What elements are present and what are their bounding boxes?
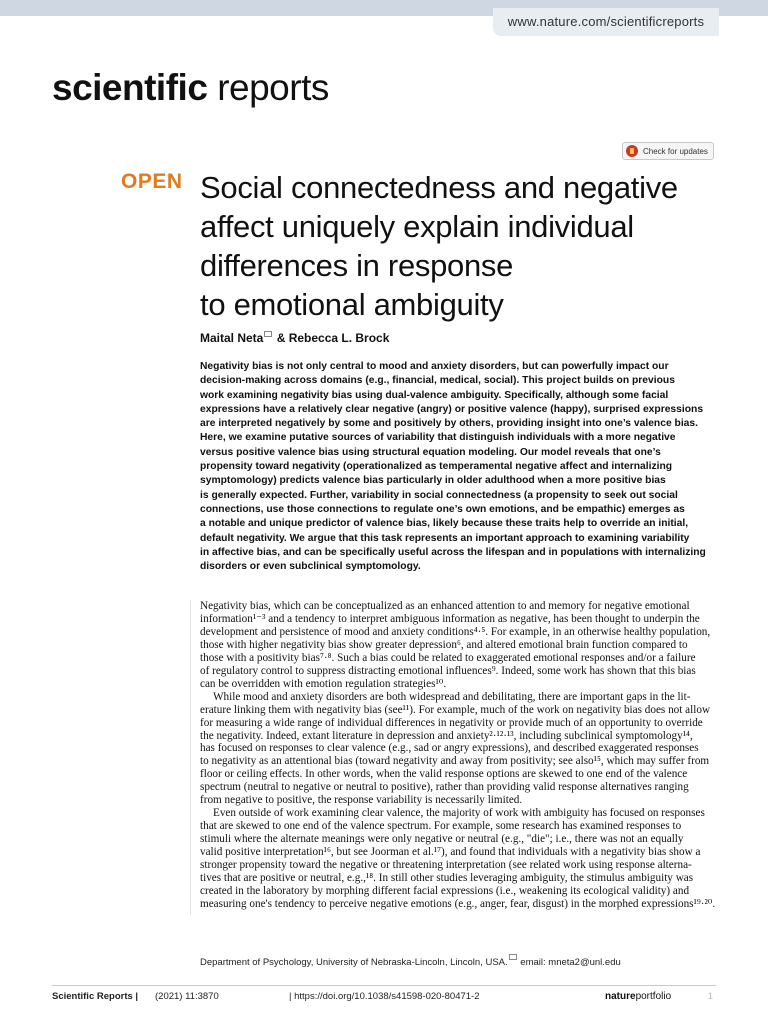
body-line: created in the laboratory by morphing different facial expressions (i.e., weakening its ecological validity) and bbox=[200, 884, 690, 897]
abstract bbox=[200, 360, 715, 574]
body-line: those with higher negativity bias show greater depression⁶, and altered emotional brain function compared to bbox=[200, 638, 688, 651]
body-line: Negativity bias, which can be conceptualized as an enhanced attention to and memory for negative emotional bbox=[200, 600, 690, 612]
email-icon bbox=[509, 954, 517, 960]
journal-logo-bold: scientific bbox=[52, 67, 208, 108]
abstract-line: propensity toward negativity (operationalized as temperamental negative affect and internalizing bbox=[200, 461, 673, 473]
abstract-line: work examining negativity bias using dual-valence ambiguity. Specifically, although some facial bbox=[200, 389, 669, 401]
affiliation bbox=[200, 954, 621, 968]
abstract-line: are interpreted negatively by some and positively by others, providing insight into one’s valence bias. bbox=[200, 418, 699, 430]
email-icon[interactable] bbox=[264, 331, 272, 337]
page-number: 1 bbox=[708, 991, 714, 1001]
title-line: to emotional ambiguity bbox=[200, 287, 504, 322]
abstract-line: expressions have a relatively clear negative (angry) or positive valence (happy), surprised expressions bbox=[200, 403, 704, 415]
body-line: tives that are positive or neutral, e.g.,¹⁸. In still other studies leveraging ambiguity, the stimulus ambiguity was bbox=[200, 872, 694, 885]
body-line: from negative to positive, the response variability is necessarily limited. bbox=[200, 794, 523, 807]
open-access-label: OPEN bbox=[121, 170, 183, 193]
body-line: stronger propensity toward the negative or threatening interpretation (see related work using response alterna- bbox=[200, 859, 692, 872]
abstract-line: decision-making across domains (e.g., financial, medical, social). This project builds on previous bbox=[200, 375, 675, 387]
body-line: of regulatory control to suppress distracting emotional influences⁹. Indeed, some work has shown that this bias bbox=[200, 664, 696, 677]
body-line: for measuring a wide range of individual differences in negativity or provide much of an opportunity to override bbox=[200, 716, 703, 729]
body-line: those with a positivity bias⁷·⁸. Such a bias could be related to exaggerated emotional responses and/or a failure bbox=[200, 651, 696, 664]
author-neta[interactable]: Maital Neta bbox=[200, 331, 264, 345]
footer-doi-link[interactable]: | https://doi.org/10.1038/s41598-020-80471-2 bbox=[289, 991, 480, 1002]
abstract-line: default negativity. We argue that this task represents an important approach to examining variability bbox=[200, 532, 690, 544]
abstract-line: is generally expected. Further, variability in social connectedness (a propensity to seek out social bbox=[200, 489, 678, 501]
footer-divider bbox=[52, 985, 716, 986]
journal-url-tab[interactable] bbox=[493, 8, 719, 36]
abstract-line: Negativity bias is not only central to mood and anxiety disorders, but can powerfully impact our bbox=[200, 361, 669, 372]
body-line: Even outside of work examining clear valence, the majority of work with ambiguity has focused on responses bbox=[213, 807, 705, 820]
corresponding-email[interactable]: email: mneta2@unl.edu bbox=[517, 957, 621, 968]
body-line: valid positive interpretation¹⁶, but see Joorman et al.¹⁷), and found that individuals with a negativity bias show a bbox=[200, 846, 701, 859]
journal-url[interactable]: www.nature.com/scientificreports bbox=[507, 14, 705, 29]
abstract-line: versus positive valence bias using structural equation modeling. Our model reveals that one’s bbox=[200, 446, 661, 458]
abstract-line: in affective bias, and can be specifically useful across the lifespan and in populations with internalizing bbox=[200, 546, 706, 558]
body-line: spectrum (neutral to negative or neutral to positive), rather than providing valid response alternatives ranging bbox=[200, 781, 689, 794]
body-line: erature linking them with negativity bias (see¹¹). For example, much of the work on negativity bias does not allow bbox=[200, 703, 711, 716]
body-line: stimuli where the alternate meanings were only negative or neutral (e.g., "die"; i.e., there was not an equally bbox=[200, 833, 684, 846]
body-line: While mood and anxiety disorders are both widespread and debilitating, there are important gaps in the lit- bbox=[213, 690, 691, 703]
body-line: to negativity as an attentional bias (toward negativity and away from positivity; see also¹⁵, which may suffer from bbox=[200, 755, 710, 768]
abstract-line: disorders or even subclinical symptomology. bbox=[200, 561, 421, 573]
abstract-line: Here, we examine putative sources of variability that distinguish individuals with a more negative bbox=[200, 432, 676, 444]
body-line: floor or ceiling effects. In other words, when the valid response options are skewed to one end of the valence bbox=[200, 768, 688, 781]
publisher-logo-light: portfolio bbox=[635, 991, 672, 1002]
column-divider bbox=[190, 600, 191, 915]
body-text bbox=[200, 600, 715, 911]
check-for-updates-button[interactable] bbox=[622, 142, 714, 160]
title-line: Social connectedness and negative bbox=[200, 170, 678, 205]
publisher-logo-bold: nature bbox=[605, 991, 636, 1002]
body-line: information¹⁻³ and a tendency to interpret ambiguous information as negative, has been thought to underpin the bbox=[200, 612, 700, 625]
title-line: differences in response bbox=[200, 248, 514, 283]
body-line: development and persistence of mood and anxiety conditions⁴·⁵. For example, in an otherwise healthy population, bbox=[200, 625, 711, 638]
title-line: affect uniquely explain individual bbox=[200, 209, 634, 244]
footer-journal-name: Scientific Reports | bbox=[52, 991, 139, 1002]
article-title bbox=[200, 168, 740, 324]
affiliation-text: Department of Psychology, University of Nebraska-Lincoln, Lincoln, USA. bbox=[200, 957, 508, 968]
body-line: has focused on responses to clear valence (e.g., sad or angry expressions), and described exaggerated responses bbox=[200, 742, 699, 755]
body-line: the negativity. Indeed, extant literature in depression and anxiety²·¹²·¹³, including subclinical symptomology¹⁴, bbox=[200, 729, 693, 742]
author-brock[interactable]: & Rebecca L. Brock bbox=[273, 331, 390, 345]
journal-logo bbox=[52, 66, 329, 110]
body-line: that are skewed to one end of the valence spectrum. For example, some research has examined responses to bbox=[200, 820, 682, 833]
check-for-updates-label: Check for updates bbox=[643, 146, 708, 156]
author-list bbox=[200, 331, 389, 345]
footer-journal bbox=[52, 991, 138, 1002]
publisher-logo bbox=[605, 991, 671, 1002]
body-line: can be overridden with emotion regulation strategies¹⁰. bbox=[200, 677, 447, 690]
footer-citation: (2021) 11:3870 bbox=[155, 991, 219, 1002]
crossmark-icon bbox=[626, 145, 638, 157]
abstract-line: symptomology) predicts valence bias particularly in older adulthood when a more positive bias bbox=[200, 475, 666, 487]
body-line: measuring one's tendency to perceive negative emotions (e.g., anger, fear, disgust) in the morphed expressions¹⁹·²⁰. bbox=[200, 897, 716, 910]
abstract-line: a notable and unique predictor of valence bias, likely because these traits help to override an initial, bbox=[200, 518, 689, 530]
abstract-line: connections, use those connections to regulate one’s own emotions, and be empathic) emerges as bbox=[200, 503, 685, 515]
journal-logo-light: reports bbox=[217, 67, 329, 108]
